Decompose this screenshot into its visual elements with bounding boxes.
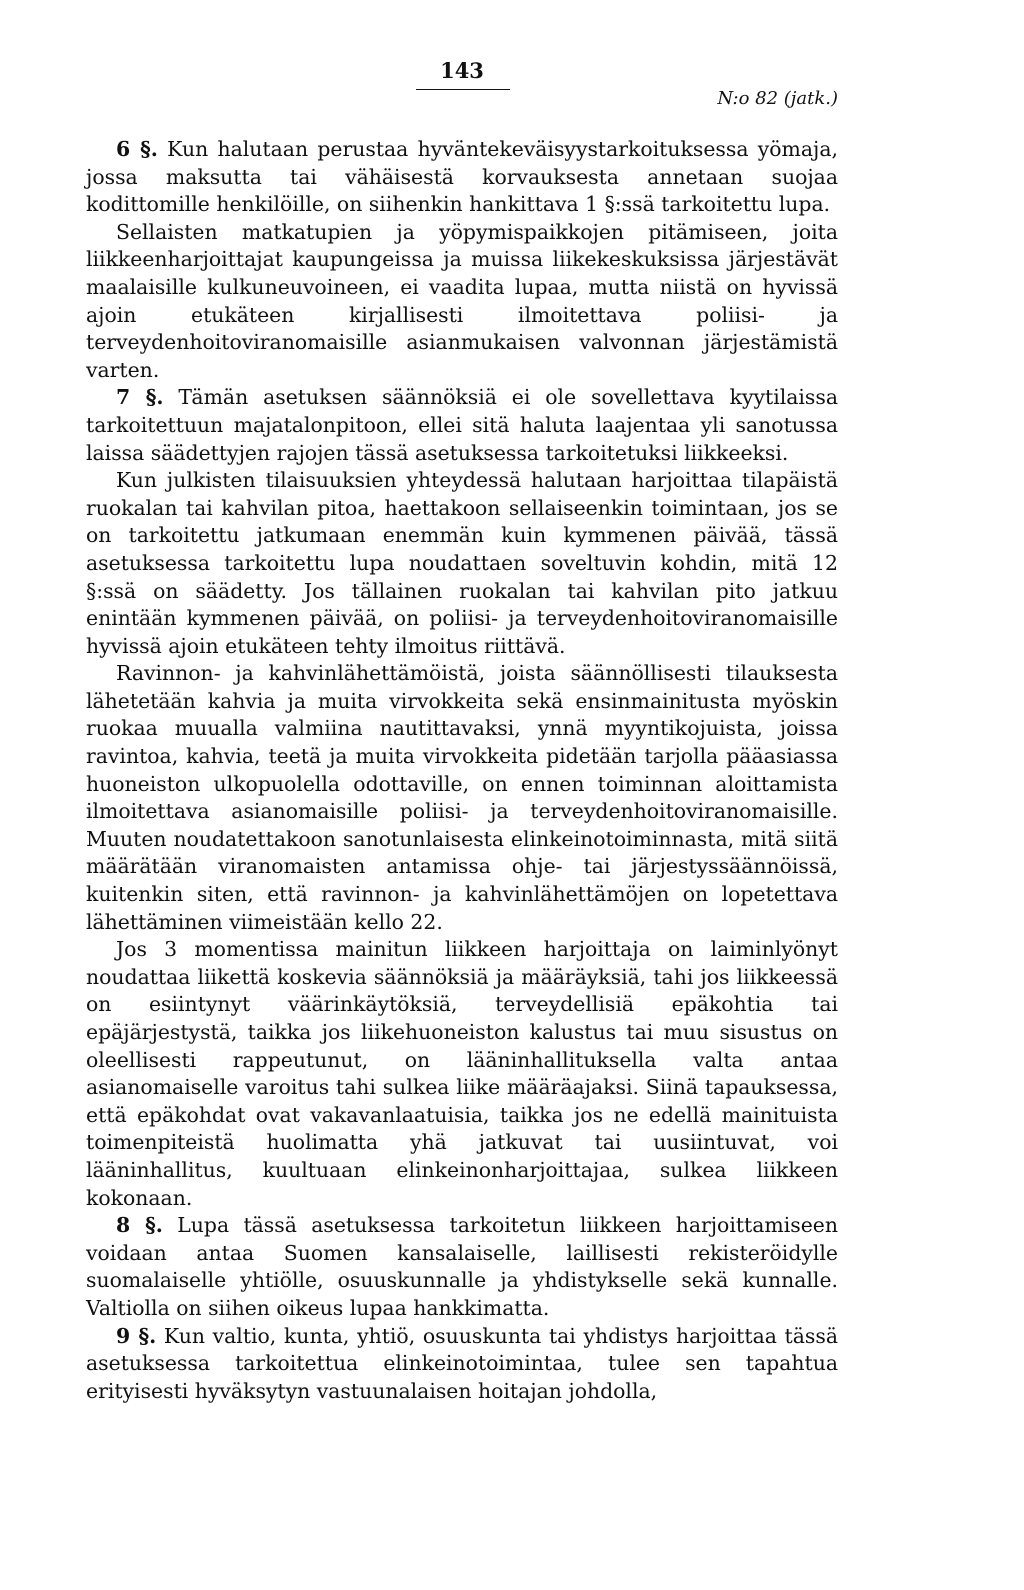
paragraph-text: Sellaisten matkatupien ja yöpymispaikkojen pitämiseen, joita liikkeenharjoittajat kaupungeissa ja muissa liikekeskuksissa järjestävät maalaisille kulkuneuvoineen, ei vaadita lupaa, mutta niistä on hyvissä ajoin etukäteen kirjallisesti ilmoitettava poliisi- ja terveydenhoitoviranomaisille asianmukaisen valvonnan järjestämistä varten.	[86, 219, 838, 382]
paragraph-text: Lupa tässä asetuksessa tarkoitetun liikkeen harjoittamiseen voidaan antaa Suomen kansalaiselle, laillisesti rekisteröidylle suomalaiselle yhtiölle, osuuskunnalle ja yhdistykselle sekä kunnalle. Valtiolla on siihen oikeus lupaa hankkimatta.	[86, 1213, 838, 1320]
page-header	[86, 58, 838, 108]
section-number: 9 §.	[116, 1323, 157, 1348]
paragraph-section-6	[86, 136, 838, 219]
running-head: N:o 82 (jatk.)	[717, 88, 838, 109]
paragraph	[86, 467, 838, 660]
paragraph-text: Kun julkisten tilaisuuksien yhteydessä halutaan harjoittaa tilapäistä ruokalan tai kahvilan pitoa, haettakoon sellaiseenkin toimintaan, jos se on tarkoitettu jatkumaan enemmän kuin kymmenen päivää, tässä asetuksessa tarkoitettu lupa noudattaen soveltuvin kohdin, mitä 12 §:ssä on säädetty. Jos tällainen ruokalan tai kahvilan pito jatkuu enintään kymmenen päivää, on poliisi- ja terveydenhoitoviranomaisille hyvissä ajoin etukäteen tehty ilmoitus riittävä.	[86, 468, 838, 658]
page-number-rule	[416, 89, 510, 90]
paragraph-section-7	[86, 384, 838, 467]
paragraph-text: Jos 3 momentissa mainitun liikkeen harjoittaja on laiminlyönyt noudattaa liikettä koskevia säännöksiä ja määräyksiä, tahi jos liikkeessä on esiintynyt väärinkäytöksiä, terveydellisiä epäkohtia tai epäjärjestystä, taikka jos liikehuoneiston kalustus tai muu sisustus on oleellisesti rappeutunut, on lääninhallituksella valta antaa asianomaiselle varoitus tahi sulkea liike määräajaksi. Siinä tapauksessa, että epäkohdat ovat vakavanlaatuisia, taikka jos ne edellä mainituista toimenpiteistä huolimatta yhä jatkuvat tai uusiintuvat, voi lääninhallitus, kuultuaan elinkeinonharjoittajaa, sulkea liikkeen kokonaan.	[86, 937, 838, 1210]
paragraph-text: Ravinnon- ja kahvinlähettämöistä, joista säännöllisesti tilauksesta lähetetään kahvia ja muita virvokkeita sekä ensinmainitusta myöskin ruokaa muualla valmiina nautittavaksi, ynnä myyntikojuista, joissa ravintoa, kahvia, teetä ja muita virvokkeita pidetään tarjolla pääasiassa huoneiston ulkopuolella odottaville, on ennen toiminnan aloittamista ilmoitettava asianomaisille poliisi- ja terveydenhoitoviranomaisille. Muuten noudatettakoon sanotunlaisesta elinkeinotoiminnasta, mitä siitä määrätään viranomaisten antamissa ohje- tai järjestyssäännöissä, kuitenkin siten, että ravinnon- ja kahvinlähettämöjen on lopetettava lähettäminen viimeistään kello 22.	[86, 661, 838, 934]
paragraph	[86, 936, 838, 1212]
section-number: 6 §.	[116, 137, 158, 161]
section-number: 7 §.	[116, 385, 164, 410]
section-number: 8 §.	[116, 1213, 163, 1238]
paragraph-section-9	[86, 1323, 838, 1406]
paragraph-text: Tämän asetuksen säännöksiä ei ole sovellettava kyytilaissa tarkoitettuun majatalonpitoon, ellei sitä haluta laajentaa yli sanotussa laissa säädettyjen rajojen tässä asetuksessa tarkoitetuksi liikkeeksi.	[86, 385, 839, 465]
body-text	[86, 136, 838, 1405]
paragraph	[86, 219, 838, 385]
paragraph	[86, 660, 838, 936]
paragraph-section-8	[86, 1212, 838, 1322]
page-number: 143	[440, 58, 484, 83]
paragraph-text: Kun valtio, kunta, yhtiö, osuuskunta tai yhdistys harjoittaa tässä asetuksessa tarkoitettua elinkeinotoimintaa, tulee sen tapahtua erityisesti hyväksytyn vastuunalaisen hoitajan johdolla,	[86, 1323, 838, 1403]
paragraph-text: Kun halutaan perustaa hyväntekeväisyystarkoituksessa yömaja, jossa maksutta tai vähäisestä korvauksesta annetaan suojaa kodittomille henkilöille, on siihenkin hankittava 1 §:ssä tarkoitettu lupa.	[86, 137, 839, 217]
document-page	[86, 58, 838, 1405]
